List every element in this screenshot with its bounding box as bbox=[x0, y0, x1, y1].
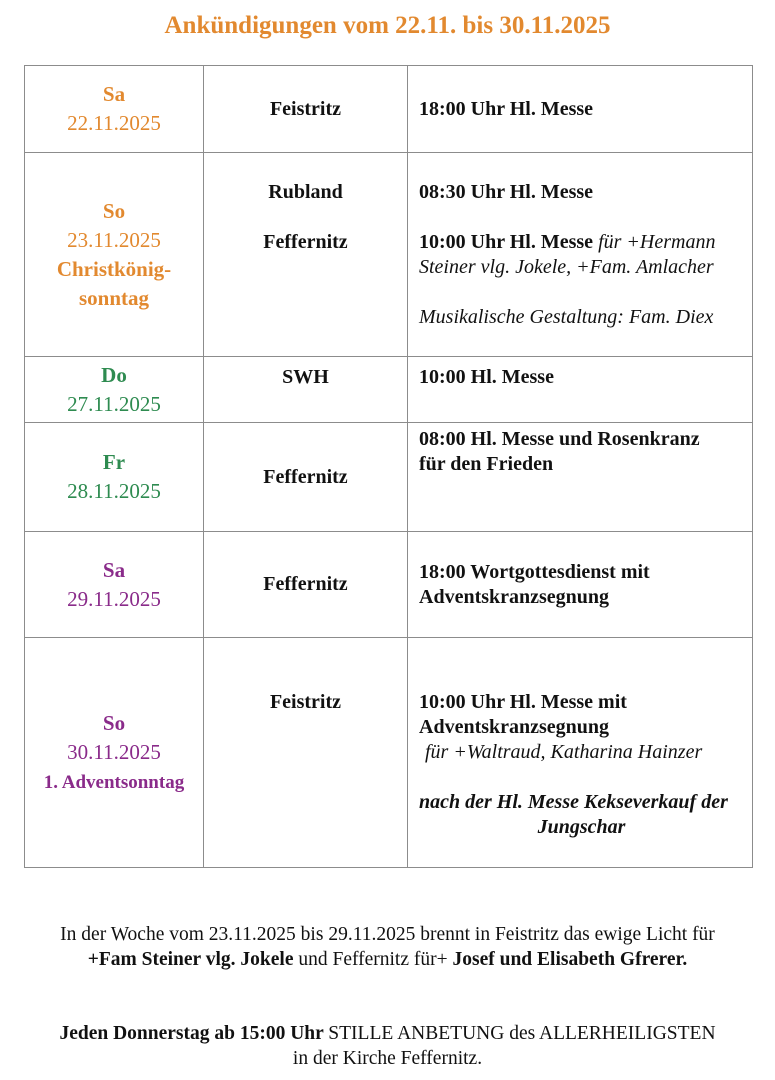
info-cell bbox=[408, 423, 752, 531]
info-cell bbox=[408, 66, 752, 152]
place-line bbox=[204, 305, 407, 330]
place-line bbox=[204, 572, 407, 597]
date-line bbox=[25, 738, 203, 767]
place-line bbox=[204, 465, 407, 490]
date-line bbox=[25, 109, 203, 138]
date-line bbox=[25, 448, 203, 477]
place-line bbox=[204, 365, 407, 390]
info-line bbox=[419, 740, 744, 765]
date-line bbox=[25, 226, 203, 255]
place-line bbox=[204, 390, 407, 415]
date-line bbox=[25, 390, 203, 419]
text-segment: 08:00 Hl. Messe und Rosenkranz bbox=[419, 428, 700, 450]
text-segment: nach der Hl. Messe Kekseverkauf der bbox=[419, 791, 728, 813]
text-segment: 18:00 Wortgottesdienst mit bbox=[419, 560, 650, 583]
ewige-licht-paragraph bbox=[0, 922, 775, 972]
text-segment: STILLE ANBETUNG des ALLERHEILIGSTEN bbox=[328, 1023, 716, 1044]
info-line bbox=[419, 390, 744, 415]
info-line bbox=[419, 690, 744, 715]
date-line bbox=[25, 556, 203, 585]
text-segment: Adventskranzsegnung bbox=[419, 585, 610, 608]
paragraph-line bbox=[0, 1046, 775, 1071]
date-line bbox=[25, 585, 203, 614]
info-cell bbox=[408, 532, 752, 637]
text-segment: +Fam Steiner vlg. Jokele bbox=[87, 949, 294, 970]
text-segment: 29.11.2025 bbox=[67, 586, 161, 611]
text-segment: SWH bbox=[282, 365, 329, 388]
date-line bbox=[25, 284, 203, 313]
place-line bbox=[204, 765, 407, 790]
text-segment: Steiner vlg. Jokele, +Fam. Amlacher bbox=[419, 255, 714, 278]
place-line bbox=[204, 205, 407, 230]
place-cell bbox=[204, 532, 408, 637]
text-segment: Fr bbox=[102, 450, 126, 474]
text-segment: In der Woche vom 23.11.2025 bis 29.11.2025 brennt in Feistritz das ewige Licht für bbox=[60, 924, 715, 945]
place-line bbox=[204, 740, 407, 765]
text-segment: in der Kirche Feffernitz. bbox=[292, 1048, 483, 1069]
info-line bbox=[419, 585, 744, 610]
date-line bbox=[25, 709, 203, 738]
anbetung-paragraph bbox=[0, 1021, 775, 1071]
info-line bbox=[419, 180, 744, 205]
place-line bbox=[204, 690, 407, 715]
date-cell bbox=[25, 357, 204, 422]
text-segment: So bbox=[102, 198, 126, 223]
info-line bbox=[419, 205, 744, 230]
place-cell bbox=[204, 66, 408, 152]
text-segment: Adventskranzsegnung bbox=[419, 716, 610, 738]
text-segment: Jungschar bbox=[537, 816, 626, 838]
text-segment: Musikalische Gestaltung: Fam. Diex bbox=[419, 305, 714, 328]
text-segment: 1. Adventsonntag bbox=[43, 771, 185, 793]
text-segment: 08:30 Uhr Hl. Messe bbox=[419, 180, 594, 203]
place-cell bbox=[204, 153, 408, 356]
place-line bbox=[204, 230, 407, 255]
date-line bbox=[25, 255, 203, 284]
text-segment: 10:00 Hl. Messe bbox=[419, 365, 554, 388]
text-segment: Sa bbox=[102, 82, 126, 106]
table-row-so-23-11 bbox=[25, 153, 752, 357]
text-segment: Sa bbox=[102, 557, 126, 582]
place-line bbox=[204, 790, 407, 815]
table-row-sa-29-11 bbox=[25, 532, 752, 638]
text-segment: 10:00 Uhr Hl. Messe bbox=[419, 230, 599, 253]
date-cell bbox=[25, 423, 204, 531]
info-line bbox=[419, 502, 744, 527]
info-line bbox=[419, 790, 744, 815]
date-line bbox=[25, 767, 203, 797]
place-line bbox=[204, 180, 407, 205]
text-segment: für den Frieden bbox=[419, 453, 554, 475]
text-segment: Feffernitz bbox=[263, 573, 348, 595]
place-line bbox=[204, 97, 407, 122]
info-line bbox=[419, 255, 744, 280]
date-line bbox=[25, 477, 203, 506]
text-segment: 30.11.2025 bbox=[67, 739, 161, 764]
info-line bbox=[419, 365, 744, 390]
place-cell bbox=[204, 357, 408, 422]
date-line bbox=[25, 361, 203, 390]
info-line bbox=[419, 452, 744, 477]
info-cell bbox=[408, 357, 752, 422]
text-segment: Feistritz bbox=[269, 97, 342, 120]
text-segment: Feffernitz bbox=[263, 230, 348, 253]
info-line bbox=[419, 305, 744, 330]
table-row-sa-22-11 bbox=[25, 66, 752, 153]
info-line bbox=[419, 97, 744, 122]
text-segment: Feffernitz bbox=[263, 465, 348, 488]
info-line bbox=[419, 280, 744, 305]
text-segment: 23.11.2025 bbox=[67, 227, 161, 252]
date-cell bbox=[25, 638, 204, 867]
table-row-so-30-11 bbox=[25, 638, 752, 867]
place-line bbox=[204, 815, 407, 840]
text-segment: 18:00 Uhr Hl. Messe bbox=[419, 97, 594, 120]
info-line bbox=[419, 230, 744, 255]
date-line bbox=[25, 80, 203, 109]
table-row-fr-28-11 bbox=[25, 423, 752, 532]
text-segment: und Feffernitz für+ bbox=[293, 949, 453, 970]
place-cell bbox=[204, 638, 408, 867]
announcements-table bbox=[24, 65, 753, 868]
place-line bbox=[204, 715, 407, 740]
text-segment: für +Waltraud, Katharina Hainzer bbox=[425, 741, 703, 763]
text-segment: Christkönig- bbox=[56, 256, 172, 281]
date-cell bbox=[25, 153, 204, 356]
text-segment: Josef und Elisabeth Gfrerer. bbox=[452, 949, 688, 970]
table-row-do-27-11 bbox=[25, 357, 752, 423]
info-line bbox=[419, 765, 744, 790]
paragraph-line bbox=[0, 1021, 775, 1046]
place-cell bbox=[204, 423, 408, 531]
text-segment: Feistritz bbox=[269, 691, 342, 713]
text-segment: für +Hermann bbox=[598, 230, 716, 253]
text-segment: So bbox=[102, 710, 126, 735]
info-cell bbox=[408, 153, 752, 356]
text-segment: Jeden Donnerstag ab 15:00 Uhr bbox=[59, 1023, 329, 1044]
info-line bbox=[419, 427, 744, 452]
info-line bbox=[419, 560, 744, 585]
text-segment: Do bbox=[101, 362, 127, 387]
info-line bbox=[419, 715, 744, 740]
paragraph-line bbox=[0, 947, 775, 972]
info-line bbox=[419, 477, 744, 502]
date-cell bbox=[25, 532, 204, 637]
date-cell bbox=[25, 66, 204, 152]
place-line bbox=[204, 665, 407, 690]
text-segment: 10:00 Uhr Hl. Messe mit bbox=[419, 691, 627, 713]
info-cell bbox=[408, 638, 752, 867]
text-segment: 28.11.2025 bbox=[67, 479, 161, 503]
text-segment: 27.11.2025 bbox=[67, 391, 161, 416]
info-line bbox=[419, 665, 744, 690]
text-segment: Rubland bbox=[268, 180, 343, 203]
page-title: Ankündigungen vom 22.11. bis 30.11.2025 bbox=[164, 12, 611, 39]
date-line bbox=[25, 197, 203, 226]
text-segment: sonntag bbox=[78, 285, 150, 310]
place-line bbox=[204, 255, 407, 280]
paragraph-line bbox=[0, 922, 775, 947]
text-segment: 22.11.2025 bbox=[67, 111, 161, 135]
place-line bbox=[204, 280, 407, 305]
info-line bbox=[419, 815, 744, 840]
